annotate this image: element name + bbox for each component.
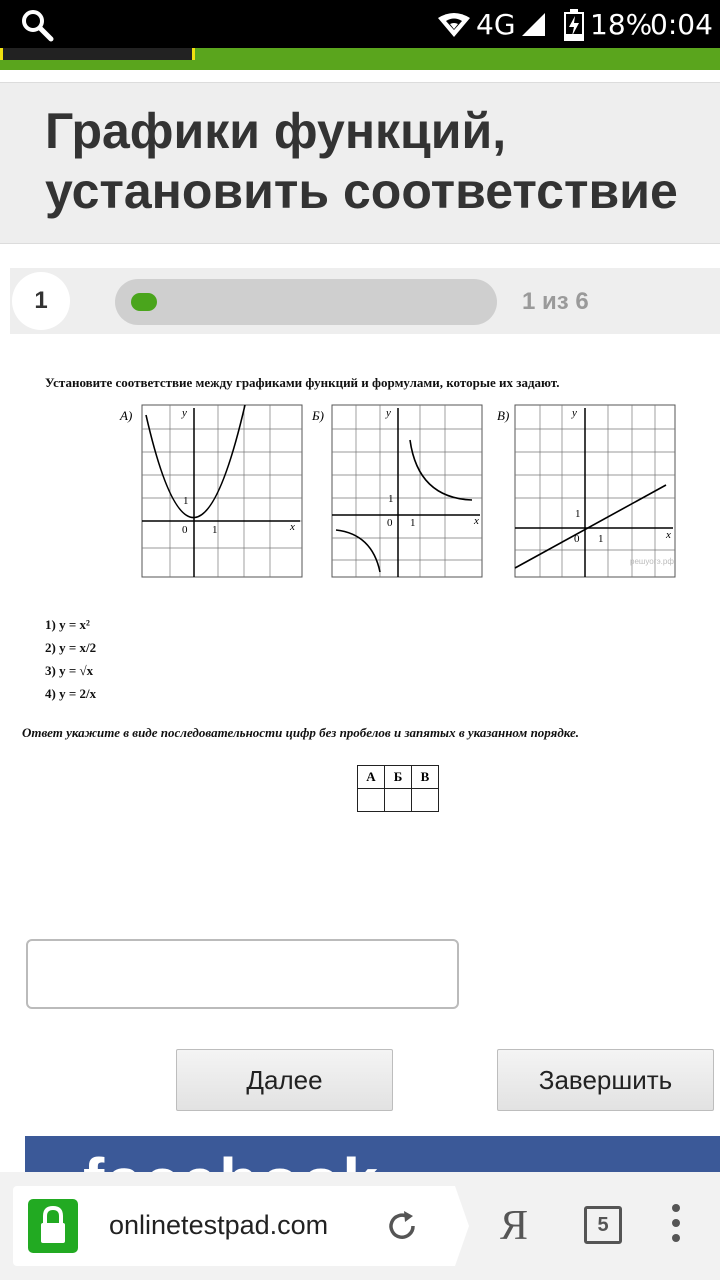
signal-icon — [520, 11, 546, 37]
browser-toolbar — [0, 1172, 720, 1280]
question-instruction: Установите соответствие между графиками функций и формулами, которые их задают. — [45, 375, 560, 390]
svg-text:y: y — [386, 407, 391, 419]
svg-text:x: x — [290, 521, 295, 533]
search-icon[interactable] — [20, 8, 54, 42]
formula-3: 3) y = √x — [45, 663, 94, 678]
svg-text:1: 1 — [388, 493, 394, 505]
table-header-c: В — [412, 766, 439, 789]
battery-level: 18% — [590, 8, 653, 41]
table-cell — [385, 789, 412, 812]
menu-icon[interactable] — [672, 1204, 684, 1249]
svg-text:1: 1 — [598, 533, 604, 545]
formula-2: 2) y = x/2 — [45, 640, 97, 655]
progress-bar — [115, 279, 497, 325]
answer-input[interactable] — [26, 939, 459, 1009]
svg-text:x: x — [666, 529, 671, 541]
tabs-icon[interactable]: 5 — [584, 1206, 622, 1244]
graph-b — [332, 405, 482, 577]
svg-text:1: 1 — [410, 517, 416, 529]
table-cell — [358, 789, 385, 812]
table-header-a: А — [358, 766, 385, 789]
reload-icon[interactable] — [383, 1206, 423, 1246]
network-type: 4G — [476, 8, 516, 41]
watermark: решуогэ.рф — [630, 557, 674, 566]
finish-button[interactable]: Завершить — [497, 1049, 714, 1111]
next-button[interactable]: Далее — [176, 1049, 393, 1111]
table-header-b: Б — [385, 766, 412, 789]
green-strip — [0, 60, 195, 70]
svg-text:0: 0 — [182, 524, 188, 536]
svg-text:1: 1 — [575, 508, 581, 520]
clock: 0:04 — [650, 8, 713, 41]
graph-label-a: А) — [120, 408, 133, 423]
address-bar-arrow — [455, 1186, 471, 1266]
graph-c — [515, 405, 675, 577]
answer-table — [357, 765, 439, 812]
wifi-icon — [436, 12, 472, 38]
progress-row — [10, 268, 720, 334]
address-bar[interactable] — [13, 1186, 455, 1266]
svg-text:y: y — [182, 407, 187, 419]
page-title: Графики функций, установить соответствие — [45, 103, 678, 219]
battery-charging-icon — [564, 9, 584, 41]
green-strip — [195, 48, 720, 70]
svg-text:0: 0 — [574, 533, 580, 545]
svg-text:0: 0 — [387, 517, 393, 529]
question-number-badge: 1 — [12, 272, 70, 330]
answer-format-note: Ответ укажите в виде последовательности цифр без пробелов и запятых в указанном порядке. — [22, 725, 580, 740]
url-text[interactable]: onlinetestpad.com — [109, 1210, 329, 1240]
yandex-icon[interactable]: Я — [500, 1203, 529, 1249]
question-image — [0, 340, 720, 830]
formula-4: 4) y = 2/x — [45, 686, 97, 701]
status-bar — [0, 0, 720, 48]
svg-text:x: x — [474, 515, 479, 527]
progress-fill — [131, 293, 157, 311]
graph-label-b: Б) — [312, 408, 324, 423]
svg-text:1: 1 — [183, 495, 189, 507]
svg-text:y: y — [572, 407, 577, 419]
svg-text:1: 1 — [212, 524, 218, 536]
function-graphs — [110, 400, 690, 590]
lock-icon[interactable] — [28, 1199, 78, 1253]
graph-a — [142, 405, 302, 577]
progress-label: 1 из 6 — [522, 288, 589, 315]
table-cell — [412, 789, 439, 812]
facebook-ad-banner[interactable] — [25, 1136, 720, 1176]
page-header — [0, 82, 720, 244]
formula-1: 1) y = x² — [45, 617, 90, 632]
graph-label-c: В) — [497, 408, 510, 423]
